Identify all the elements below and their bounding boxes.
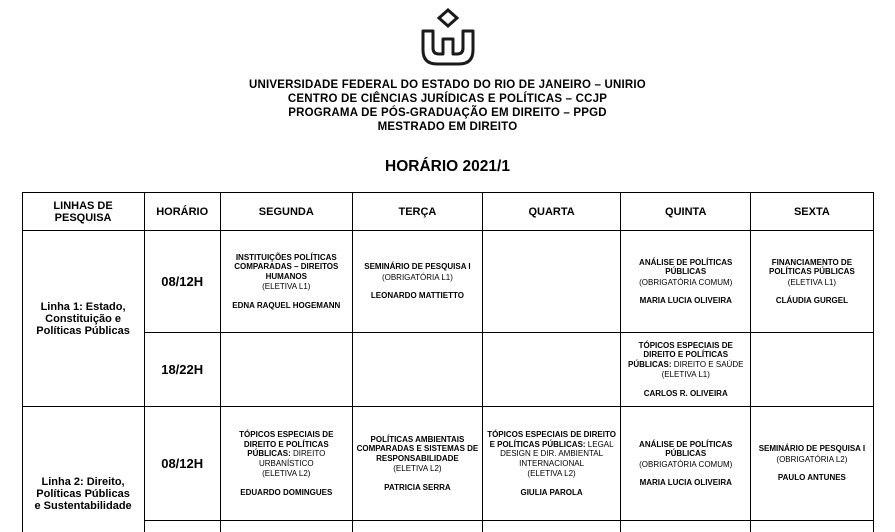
course-note: (OBRIGATÓRIA COMUM): [639, 459, 733, 469]
course-block: [624, 258, 747, 288]
course-cell: [220, 231, 352, 333]
course-block: [624, 440, 747, 470]
professor-name: CLÁUDIA GURGEL: [775, 296, 848, 305]
course-note: (ELETIVA L1): [661, 370, 710, 380]
course-block: [356, 262, 479, 282]
course-cell: [220, 407, 352, 521]
course-note: (ELETIVA L1): [262, 282, 311, 292]
time-slot-cell: [144, 521, 220, 532]
header-line-university: UNIVERSIDADE FEDERAL DO ESTADO DO RIO DE JANEIRO – UNIRIO: [249, 79, 646, 91]
research-line-cell: Linha 2: Direito, Políticas Públicas e Sustentabilidade: [22, 407, 144, 532]
course-cell: [751, 333, 873, 407]
course-cell: [220, 521, 352, 532]
column-header: QUINTA: [621, 193, 751, 231]
header-line-center: CENTRO DE CIÊNCIAS JURÍDICAS E POLÍTICAS – CCJP: [287, 93, 608, 105]
course-title: SEMINÁRIO DE PESQUISA I: [364, 262, 471, 272]
header-line-program: PROGRAMA DE PÓS-GRADUAÇÃO EM DIREITO – PPGD: [288, 107, 607, 119]
course-block: [356, 435, 479, 474]
document-header: [0, 78, 895, 134]
professor-name: GIULIA PAROLA: [520, 487, 583, 497]
course-note: (OBRIGATÓRIA COMUM): [639, 277, 733, 287]
schedule-row: [22, 333, 873, 407]
column-header: SEGUNDA: [220, 193, 352, 231]
time-slot-cell: 08/12H: [144, 407, 220, 521]
professor-name: MARIA LUCIA OLIVEIRA: [639, 296, 732, 305]
course-note: (ELETIVA L2): [262, 469, 311, 478]
professor-name: PATRICIA SERRA: [384, 482, 451, 492]
course-cell: [621, 333, 751, 407]
course-cell: [352, 231, 482, 333]
course-note: (ELETIVA L2): [393, 464, 442, 474]
course-note: (ELETIVA L2): [527, 469, 576, 478]
schedule-row: [22, 521, 873, 532]
column-header: HORÁRIO: [144, 193, 220, 231]
course-cell: [483, 231, 621, 333]
course-subtitle: DIREITO URBANÍSTICO: [258, 449, 326, 468]
professor-name: EDNA RAQUEL HOGEMANN: [232, 300, 341, 310]
course-title: SEMINÁRIO DE PESQUISA I: [758, 444, 866, 454]
logo-container: [0, 0, 895, 66]
column-header: TERÇA: [352, 193, 482, 231]
research-line-cell: Linha 1: Estado, Constituição e Políticas Públicas: [22, 231, 144, 407]
course-cell: [621, 407, 751, 521]
header-line-degree: MESTRADO EM DIREITO: [377, 121, 518, 133]
course-block: [624, 341, 747, 380]
table-header-row: [22, 193, 873, 231]
course-title: FINANCIAMENTO DE POLÍTICAS PÚBLICAS: [769, 257, 855, 276]
course-subtitle: LEGAL DESIGN E DIR. AMBIENTAL INTERNACIONAL: [500, 439, 614, 468]
course-block: [754, 258, 869, 288]
schedule-body: [22, 231, 873, 532]
course-cell: [751, 521, 873, 532]
course-title: TÓPICOS ESPECIAIS DE DIREITO E POLÍTICAS PÚBLICAS:: [628, 340, 733, 369]
column-header: SEXTA: [751, 193, 873, 231]
course-title: INSTITUIÇÕES POLÍTICAS COMPARADAS – DIREITOS HUMANOS: [234, 252, 339, 281]
course-title: ANÁLISE DE POLÍTICAS PÚBLICAS: [639, 439, 733, 458]
time-slot-cell: 08/12H: [144, 231, 220, 333]
course-cell: [621, 521, 751, 532]
column-header: LINHAS DE PESQUISA: [22, 193, 144, 231]
time-slot-cell: 18/22H: [144, 333, 220, 407]
course-title: POLÍTICAS AMBIENTAIS COMPARADAS E SISTEMAS DE RESPONSABILIDADE: [356, 434, 479, 463]
course-note: (OBRIGATÓRIA L1): [381, 272, 453, 282]
course-cell: [352, 521, 482, 532]
course-cell: [483, 407, 621, 521]
course-cell: [621, 231, 751, 333]
course-note: (OBRIGATÓRIA L2): [776, 454, 848, 464]
course-title: TÓPICOS ESPECIAIS DE DIREITO E POLÍTICAS PÚBLICAS:: [239, 430, 334, 458]
course-subtitle: DIREITO E SAÚDE: [671, 359, 744, 369]
course-block: [224, 253, 349, 292]
course-cell: [483, 521, 621, 532]
course-title: ANÁLISE DE POLÍTICAS PÚBLICAS: [639, 257, 733, 276]
schedule-table: [22, 192, 874, 532]
course-title: TÓPICOS ESPECIAIS DE DIREITO E POLÍTICAS PÚBLICAS:: [487, 430, 616, 449]
unirio-logo-icon: [417, 8, 479, 66]
professor-name: CARLOS R. OLIVEIRA: [643, 388, 728, 398]
course-block: [224, 430, 349, 479]
course-cell: [483, 333, 621, 407]
schedule-row: [22, 407, 873, 521]
page-title: HORÁRIO 2021/1: [385, 158, 510, 175]
course-block: [754, 444, 869, 464]
course-cell: [751, 231, 873, 333]
course-cell: [220, 333, 352, 407]
professor-name: EDUARDO DOMINGUES: [240, 487, 333, 497]
schedule-row: [22, 231, 873, 333]
professor-name: MARIA LUCIA OLIVEIRA: [639, 478, 732, 487]
course-cell: [751, 407, 873, 521]
professor-name: PAULO ANTUNES: [777, 473, 846, 483]
professor-name: LEONARDO MATTIETTO: [370, 291, 464, 301]
course-note: (ELETIVA L1): [787, 277, 837, 287]
course-cell: [352, 407, 482, 521]
column-header: QUARTA: [483, 193, 621, 231]
course-cell: [352, 333, 482, 407]
course-block: [486, 430, 617, 479]
